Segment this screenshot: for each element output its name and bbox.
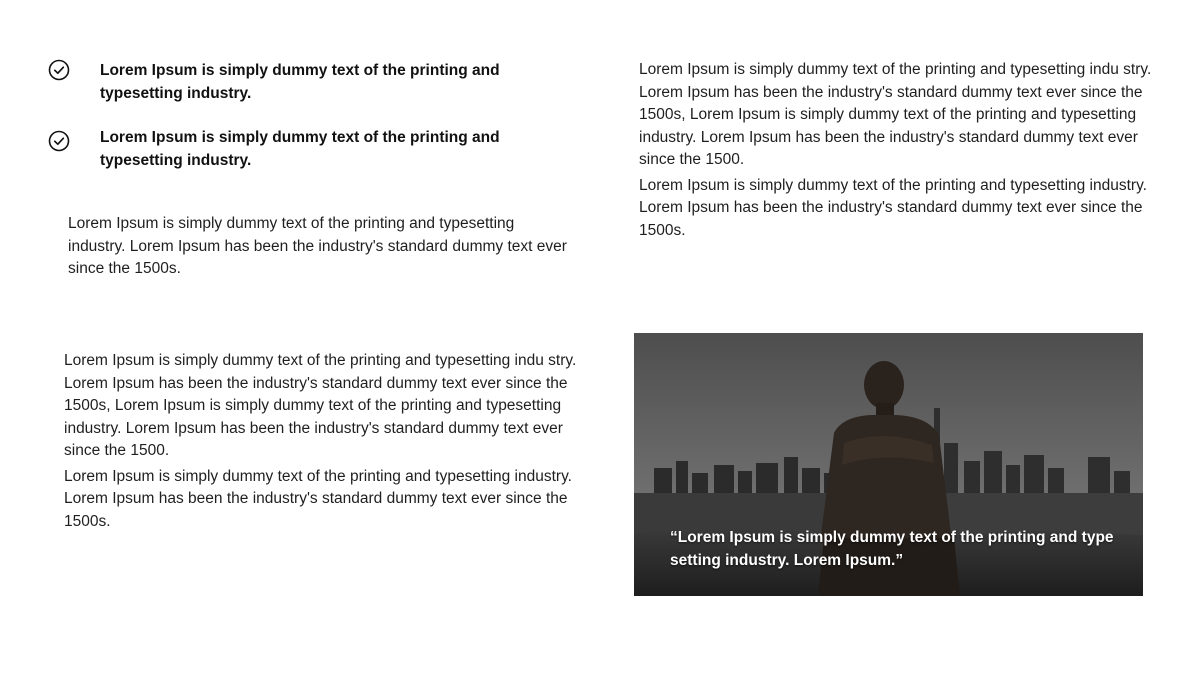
left-bottom-paragraph-1: Lorem Ipsum is simply dummy text of the printing and typesetting indu stry. Lorem Ipsum has been the industry's standard dummy text ever since the 1500s, Lorem Ipsum is simply dummy text of the printing and typesetting industry. Lorem Ipsum has been the industry's standard dummy text ever since the 1500. xyxy=(64,352,577,459)
right-paragraph-2: Lorem Ipsum is simply dummy text of the printing and typesetting industry. Lorem Ipsum has been the industry's standard dummy text ever since the 1500s. xyxy=(639,176,1147,239)
left-bottom-paragraph-2: Lorem Ipsum is simply dummy text of the printing and typesetting industry. Lorem Ipsum has been the industry's standard dummy text ever since the 1500s. xyxy=(64,467,572,530)
checklist-item-text: Lorem Ipsum is simply dummy text of the printing and typesetting industry. xyxy=(100,129,500,169)
photo-quote: “Lorem Ipsum is simply dummy text of the printing and type setting industry. Lorem Ipsum.” xyxy=(670,529,1114,569)
left-bottom-text-block xyxy=(64,350,584,533)
intro-paragraph-block xyxy=(68,213,568,281)
intro-paragraph: Lorem Ipsum is simply dummy text of the printing and typesetting industry. Lorem Ipsum has been the industry's standard dummy text ever since the 1500s. xyxy=(68,215,567,277)
checklist-item-text: Lorem Ipsum is simply dummy text of the printing and typesetting industry. xyxy=(100,62,500,102)
city-photo xyxy=(634,333,1143,596)
check-circle-icon xyxy=(48,59,70,81)
check-circle-icon xyxy=(48,130,70,152)
right-text-block xyxy=(639,59,1169,242)
right-paragraph-1: Lorem Ipsum is simply dummy text of the printing and typesetting indu stry. Lorem Ipsum has been the industry's standard dummy text ever since the 1500s, Lorem Ipsum is simply dummy text of the printing and typesetting industry. Lorem Ipsum has been the industry's standard dummy text ever since the 1500. xyxy=(639,61,1152,168)
